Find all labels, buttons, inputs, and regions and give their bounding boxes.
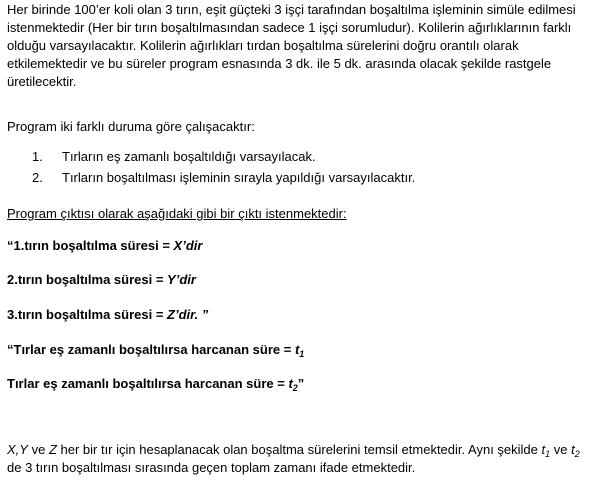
closing-var: t	[571, 442, 575, 457]
output-line-2	[7, 271, 196, 289]
closing-text: her bir tır için hesaplanacak olan boşaltma sürelerini temsil etmektedir. Aynı şekilde	[56, 442, 542, 457]
closing-var: X,Y	[7, 442, 28, 457]
output-line-4	[7, 341, 304, 359]
output-heading: Program çıktısı olarak aşağıdaki gibi bir çıktı istenmektedir:	[7, 206, 347, 221]
list-item	[7, 148, 415, 169]
closing-text: ve	[550, 442, 572, 457]
closing-line	[7, 441, 607, 459]
output-subscript: 1	[299, 349, 305, 359]
list-text: Tırların eş zamanlı boşaltıldığı varsayılacak.	[62, 149, 316, 164]
output-line-5	[7, 375, 304, 393]
closing-text: ve	[27, 442, 49, 457]
output-subscript: 2	[292, 383, 298, 393]
list-item	[7, 169, 415, 190]
output-variable: X’dir	[173, 238, 203, 253]
closing-subscript: 2	[574, 449, 580, 459]
output-line-3	[7, 306, 208, 324]
output-text: “1.tırın boşaltılma süresi =	[7, 238, 174, 253]
mode-list	[7, 148, 415, 190]
list-number: 2.	[32, 170, 43, 185]
output-text: 3.tırın boşaltılma süresi =	[7, 307, 168, 322]
intro-line: olduğu varsayılacaktır. Kolilerin ağırlıkları tırdan boşaltılma sürelerini doğru orantılı olarak	[7, 38, 519, 53]
list-number: 1.	[32, 149, 43, 164]
output-variable: t	[294, 342, 300, 357]
output-variable: t	[288, 376, 293, 391]
intro-line: etkilemektedir ve bu süreler program esnasında 3 dk. ile 5 dk. arasında olacak şekilde rastgele	[7, 56, 552, 71]
closing-paragraph	[7, 441, 607, 477]
output-text: Tırlar eş zamanlı boşaltılırsa harcanan süre =	[7, 376, 289, 391]
intro-paragraph	[7, 1, 605, 91]
closing-var: Z	[48, 442, 57, 457]
output-quote: ”	[297, 376, 305, 391]
output-text: 2.tırın boşaltılma süresi =	[7, 272, 168, 287]
list-text: Tırların boşaltılması işleminin sırayla yapıldığı varsayılacaktır.	[62, 170, 416, 185]
output-line-1	[7, 237, 202, 255]
output-variable: Z’dir. ”	[167, 307, 209, 322]
intro-line: Her birinde 100’er koli olan 3 tırın, eşit güçteki 3 işçi tarafından boşaltılma işleminin simüle edilmesi	[7, 2, 576, 17]
intro-line: üretilecektir.	[7, 74, 77, 89]
closing-line: de 3 tırın boşaltılması sırasında geçen toplam zamanı ifade etmektedir.	[7, 460, 416, 475]
lead-text: Program iki farklı duruma göre çalışacaktır:	[7, 119, 255, 134]
closing-var: t	[541, 442, 546, 457]
closing-subscript: 1	[545, 449, 551, 459]
output-variable: Y’dir	[167, 272, 196, 287]
output-text: “Tırlar eş zamanlı boşaltılırsa harcanan süre =	[7, 342, 295, 357]
intro-line: istenmektedir (Her bir tırın boşaltılmasından sadece 1 işçi sorumludur). Kolilerin ağırlıklarının farklı	[7, 20, 572, 35]
